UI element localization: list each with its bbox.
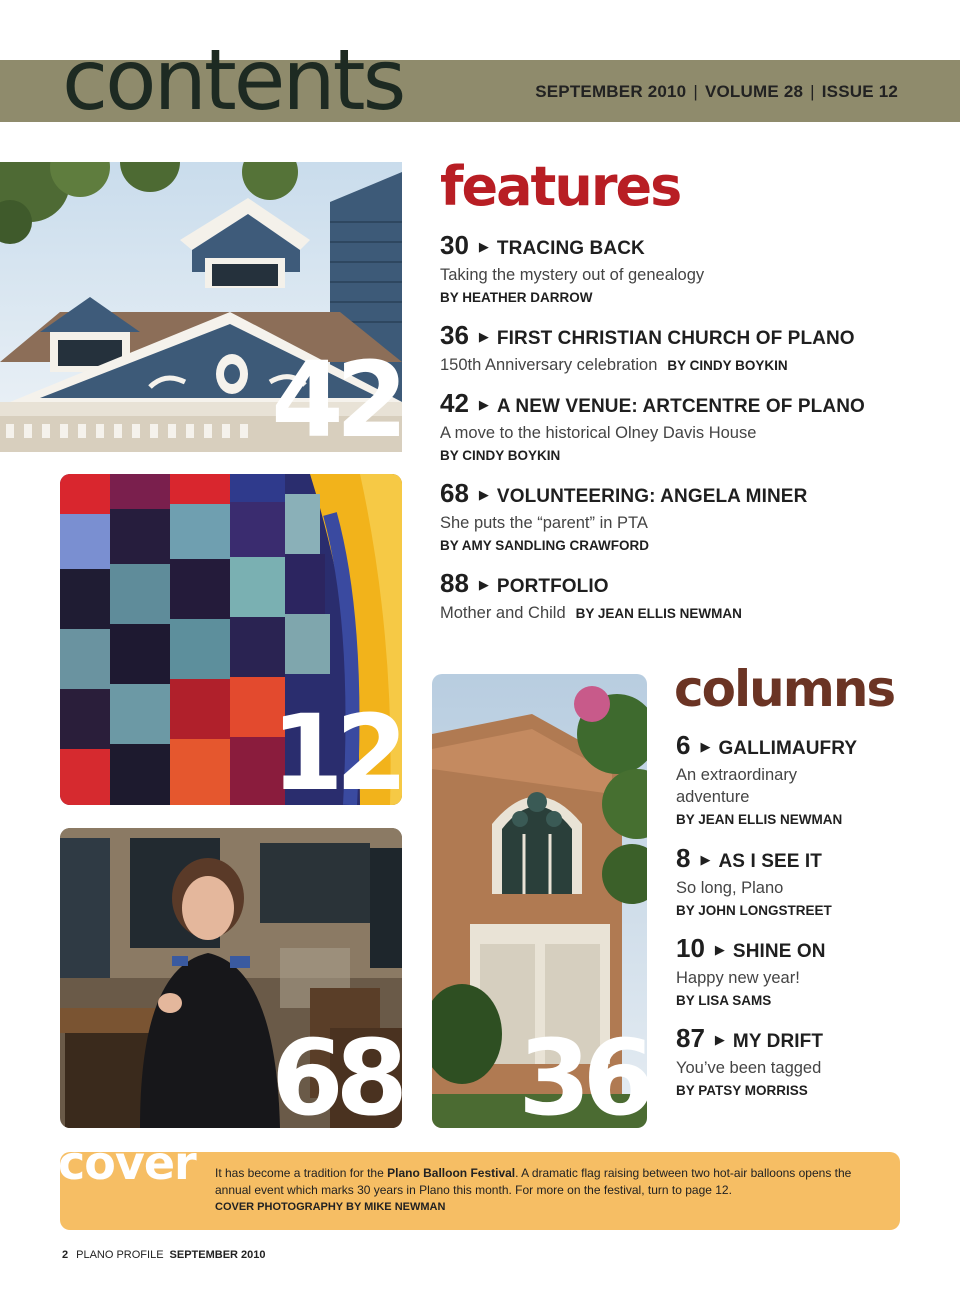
article-byline: BY JOHN LONGSTREET: [676, 903, 832, 918]
page-number: 87: [676, 1023, 705, 1053]
feature-entry[interactable]: [440, 388, 900, 463]
victorian-house-photo: [0, 162, 402, 452]
page-number-overlay: 42: [271, 339, 400, 452]
separator: |: [693, 82, 698, 101]
article-byline: BY CINDY BOYKIN: [440, 448, 561, 463]
page-number: 10: [676, 933, 705, 963]
footer-page-number: 2: [62, 1249, 69, 1261]
issue-info: [535, 82, 898, 102]
triangle-right-icon: ▶: [700, 739, 711, 754]
column-entry[interactable]: [676, 843, 906, 918]
article-title: TRACING BACK: [496, 238, 645, 259]
cover-label: cover: [58, 1136, 196, 1190]
article-title: SHINE ON: [732, 941, 826, 962]
cover-caption: [215, 1165, 875, 1216]
page-number: 36: [440, 320, 469, 350]
footer-date: SEPTEMBER 2010: [169, 1249, 266, 1261]
article-dek: Mother and Child: [440, 604, 566, 622]
triangle-right-icon: ▶: [714, 942, 725, 957]
page-number-overlay: 12: [271, 692, 400, 805]
article-dek: So long, Plano: [676, 879, 784, 897]
columns-heading: columns: [674, 660, 895, 718]
feature-entry[interactable]: [440, 230, 900, 305]
article-title: VOLUNTEERING: ANGELA MINER: [496, 486, 808, 507]
article-byline: BY LISA SAMS: [676, 993, 772, 1008]
triangle-right-icon: ▶: [478, 329, 489, 344]
article-byline: BY JEAN ELLIS NEWMAN: [575, 606, 742, 621]
volume: VOLUME 28: [704, 82, 804, 101]
triangle-right-icon: ▶: [478, 577, 489, 592]
article-dek: 150th Anniversary celebration: [440, 356, 658, 374]
article-byline: BY JEAN ELLIS NEWMAN: [676, 812, 843, 827]
page-number-overlay: 36: [518, 1017, 647, 1128]
triangle-right-icon: ▶: [478, 397, 489, 412]
article-dek: A move to the historical Olney Davis House: [440, 424, 757, 442]
triangle-right-icon: ▶: [478, 487, 489, 502]
page-number: 88: [440, 568, 469, 598]
cover-caption-text: It has become a tradition for the: [215, 1166, 388, 1180]
column-entry[interactable]: [676, 1023, 906, 1098]
article-dek: Happy new year!: [676, 969, 800, 987]
article-title: GALLIMAUFRY: [718, 738, 858, 759]
article-dek-line: adventure: [676, 788, 750, 806]
page-number: 30: [440, 230, 469, 260]
triangle-right-icon: ▶: [700, 852, 711, 867]
cover-caption-event: Plano Balloon Festival: [387, 1166, 516, 1180]
column-entry[interactable]: [676, 730, 906, 827]
page-number: 42: [440, 388, 469, 418]
hot-air-balloon-photo: [60, 474, 402, 805]
article-dek: [676, 764, 906, 808]
feature-entry[interactable]: [440, 478, 900, 553]
article-byline: BY CINDY BOYKIN: [667, 358, 788, 373]
footer-magazine: PLANO PROFILE: [76, 1249, 164, 1261]
issue-date: SEPTEMBER 2010: [535, 82, 687, 101]
triangle-right-icon: ▶: [714, 1032, 725, 1047]
article-byline: BY PATSY MORRISS: [676, 1083, 808, 1098]
article-dek: She puts the “parent” in PTA: [440, 514, 648, 532]
page-number-overlay: 68: [271, 1017, 400, 1128]
features-heading: features: [440, 155, 681, 218]
article-title: PORTFOLIO: [496, 576, 609, 597]
feature-entry[interactable]: [440, 320, 900, 377]
page-footer: [62, 1249, 274, 1261]
article-dek-line: An extraordinary: [676, 766, 798, 784]
article-title: MY DRIFT: [732, 1031, 824, 1052]
page-number: 6: [676, 730, 691, 760]
article-byline: BY AMY SANDLING CRAWFORD: [440, 538, 650, 553]
column-entry[interactable]: [676, 933, 906, 1008]
issue-number: ISSUE 12: [821, 82, 898, 101]
article-dek: You’ve been tagged: [676, 1059, 822, 1077]
article-title: FIRST CHRISTIAN CHURCH OF PLANO: [496, 328, 855, 349]
article-title: AS I SEE IT: [718, 851, 822, 872]
page-number: 8: [676, 843, 691, 873]
church-photo: [432, 674, 647, 1128]
separator: |: [810, 82, 815, 101]
article-byline: BY HEATHER DARROW: [440, 290, 593, 305]
article-title: A NEW VENUE: ARTCENTRE OF PLANO: [496, 396, 865, 417]
page-number: 68: [440, 478, 469, 508]
cover-photo-credit: COVER PHOTOGRAPHY BY MIKE NEWMAN: [215, 1201, 446, 1213]
triangle-right-icon: ▶: [478, 239, 489, 254]
feature-entry[interactable]: [440, 568, 900, 625]
cover-caption-text: . A dramatic flag raising between two hot-air balloons opens the annual event which marks 30 years in Plano this month. For more on the festival, turn to page 12.: [215, 1166, 852, 1197]
portrait-photo: [60, 828, 402, 1128]
page-title: contents: [62, 31, 404, 129]
article-dek: Taking the mystery out of genealogy: [440, 266, 705, 284]
